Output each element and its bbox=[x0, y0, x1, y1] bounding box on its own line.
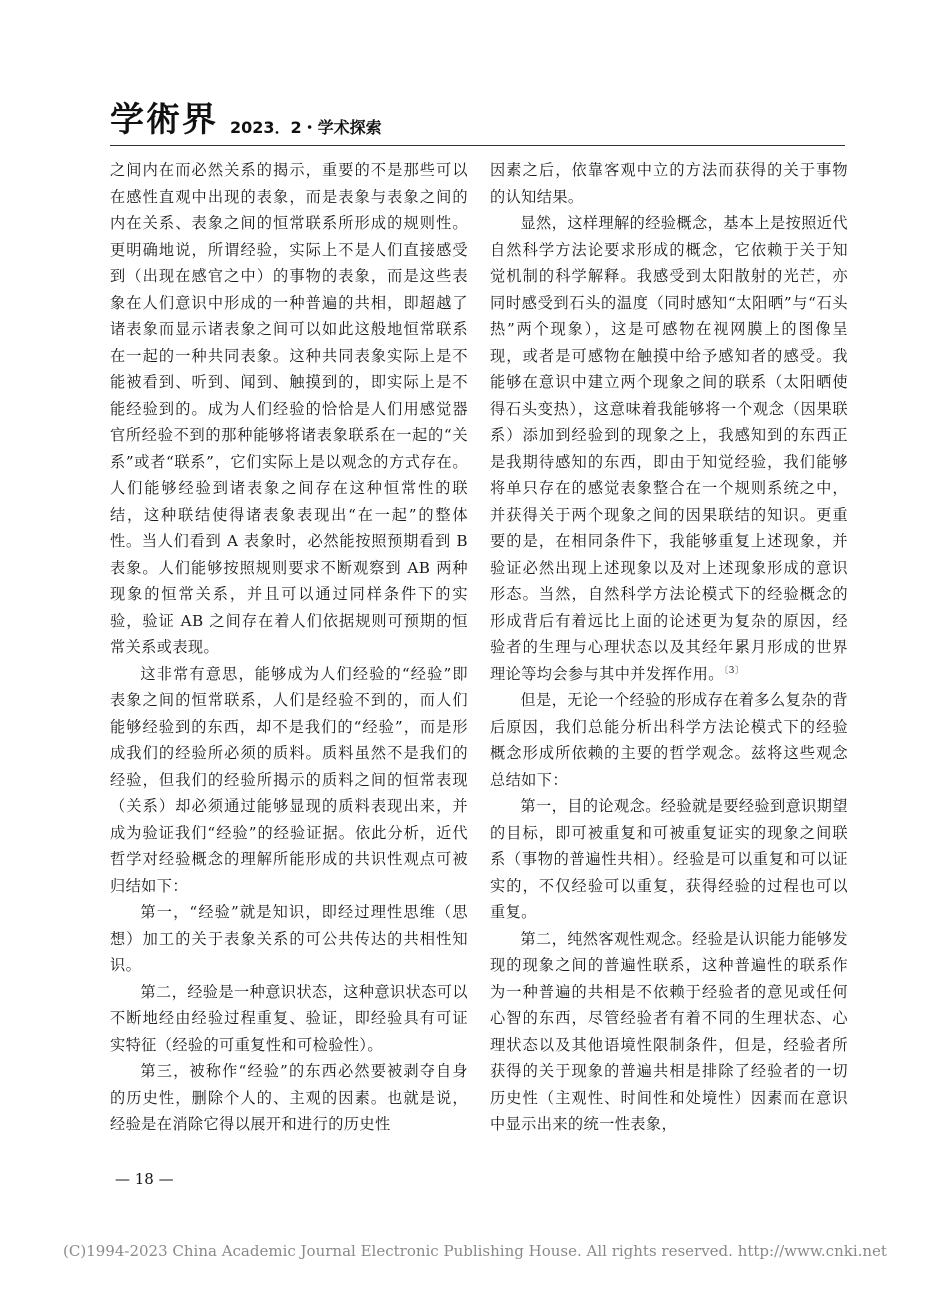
paragraph: 但是，无论一个经验的形成存在着多么复杂的背后原因，我们总能分析出科学方法论模式下的经验概念形成所依赖的主要的哲学观念。兹将这些观念总结如下： bbox=[490, 691, 848, 789]
header-rule bbox=[110, 145, 845, 146]
copyright-notice: (C)1994-2023 China Academic Journal Electronic Publishing House. All rights reserved. http://www.cnki.net bbox=[63, 1242, 887, 1260]
issue-label: 2023．2・学术探索 bbox=[230, 118, 382, 137]
right-column bbox=[490, 157, 848, 1138]
paragraph: 第一，目的论观念。经验就是要经验到意识期望的目标，即可被重复和可被重复证实的现象之间联系（事物的普遍性共相）。经验是可以重复和可以证实的，不仅经验可以重复，获得经验的过程也可以重复。 bbox=[490, 797, 848, 921]
paragraph: 这非常有意思，能够成为人们经验的“经验”即表象之间的恒常联系，人们是经验不到的，而人们能够经验到的东西，却不是我们的“经验”，而是形成我们的经验所必须的质料。质料虽然不是我们的经验，但我们的经验所揭示的质料之间的恒常表现（关系）却必须通过能够显现的质料表现出来，并成为验证我们“经验”的经验证据。依此分析，近代哲学对经验概念的理解所能形成的共识性观点可被归结如下： bbox=[110, 664, 468, 895]
paragraph: 第二，纯然客观性观念。经验是认识能力能够发现的现象之间的普遍性联系，这种普遍性的联系作为一种普遍的共相是不依赖于经验者的意见或任何心智的东西，尽管经验者有着不同的生理状态、心理状态以及其他语境性限制条件，但是，经验者所获得的关于现象的普遍共相是排除了经验者的一切历史性（主观性、时间性和处境性）因素而在意识中显示出来的统一性表象， bbox=[490, 929, 848, 1133]
page-number: — 18 — bbox=[115, 1170, 174, 1188]
paragraph: 因素之后，依靠客观中立的方法而获得的关于事物的认知结果。 bbox=[490, 161, 848, 206]
paragraph: 第三，被称作“经验”的东西必然要被剥夺自身的历史性，删除个人的、主观的因素。也就是说，经验是在消除它得以展开和进行的历史性 bbox=[110, 1062, 468, 1133]
journal-logo: 学術界 bbox=[110, 100, 218, 140]
paragraph-text: 显然，这样理解的经验概念，基本上是按照近代自然科学方法论要求形成的概念，它依赖于关于知觉机制的科学解释。我感受到太阳散射的光芒，亦同时感受到石头的温度（同时感知“太阳晒”与“石头热”两个现象），这是可感物在视网膜上的图像呈现，或者是可感物在触摸中给予感知者的感受。我能够在意识中建立两个现象之间的联系（太阳晒使得石头变热），这意味着我能够将一个观念（因果联系）添加到经验到的现象之上，我感知到的东西正是我期待感知的东西，即由于知觉经验，我们能够将单只存在的感觉表象整合在一个规则系统之中，并获得关于两个现象之间的因果联结的知识。更重要的是，在相同条件下，我能够重复上述现象，并验证必然出现上述现象以及对上述现象形成的意识形态。当然，自然科学方法论模式下的经验概念的形成背后有着远比上面的论述更为复杂的原因，经验者的生理与心理状态以及其经年累月形成的世界理论等均会参与其中并发挥作用。 bbox=[490, 214, 848, 683]
paragraph: 之间内在而必然关系的揭示，重要的不是那些可以在感性直观中出现的表象，而是表象与表象之间的内在关系、表象之间的恒常联系所形成的规则性。更明确地说，所谓经验，实际上不是人们直接感受到（出现在感官之中）的事物的表象，而是这些表象在人们意识中形成的一种普遍的共相，即超越了诸表象而显示诸表象之间可以如此这般地恒常联系在一起的一种共同表象。这种共同表象实际上是不能被看到、听到、闻到、触摸到的，即实际上是不能经验到的。成为人们经验的恰恰是人们用感觉器官所经验不到的那种能够将诸表象联系在一起的“关系”或者“联系”，它们实际上是以观念的方式存在。人们能够经验到诸表象之间存在这种恒常性的联结，这种联结使得诸表象表现出“在一起”的整体性。当人们看到 A 表象时，必然能按照预期看到 B 表象。人们能够按照规则要求不断观察到 AB 两种现象的恒常关系，并且可以通过同样条件下的实验，验证 AB 之间存在着人们依据规则可预期的恒常关系或表现。 bbox=[110, 161, 468, 656]
paragraph: 第二，经验是一种意识状态，这种意识状态可以不断地经由经验过程重复、验证，即经验具有可证实特征（经验的可重复性和可检验性）。 bbox=[110, 982, 468, 1054]
left-column bbox=[110, 157, 468, 1138]
page-header bbox=[0, 0, 950, 160]
footnote-ref[interactable]: 〔3〕 bbox=[723, 665, 745, 676]
paragraph: 第一，“经验”就是知识，即经过理性思维（思想）加工的关于表象关系的可公共传达的共相性知识。 bbox=[110, 903, 468, 974]
paragraph-with-footnote bbox=[490, 210, 848, 687]
